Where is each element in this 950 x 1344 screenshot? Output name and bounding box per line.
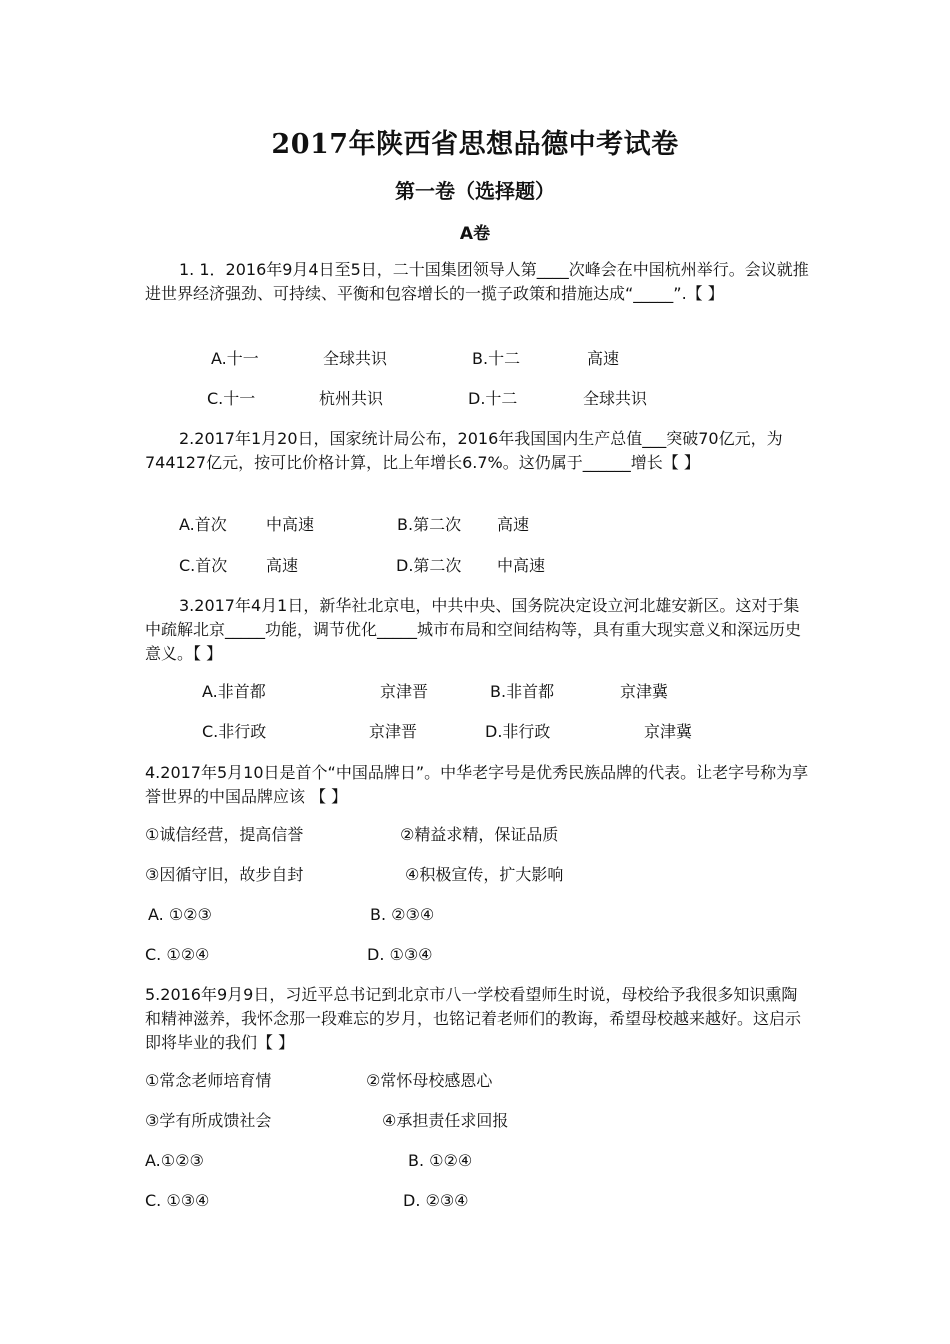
q4-item-1: ①诚信经营，提高信誉: [145, 825, 304, 844]
q4-option-a: A. ①②③: [148, 905, 212, 924]
q4-option-b: B. ②③④: [370, 905, 435, 924]
q2-option-c: C.首次: [179, 556, 228, 575]
q3-option-d: D.非行政: [485, 722, 551, 741]
question-3-stem: 3.2017年4月1日，新华社北京电，中共中央、国务院决定设立河北雄安新区。这对于集中疏解北京_____功能，调节优化_____城市布局和空间结构等，具有重大现实意义和深远历史意义。【 】: [145, 596, 802, 663]
q5-option-c: C. ①③④: [145, 1191, 210, 1210]
q4-option-c: C. ①②④: [145, 945, 210, 964]
q5-item-4: ④承担责任求回报: [382, 1111, 509, 1130]
question-1-stem: 1. 1．2016年9月4日至5日，二十国集团领导人第____次峰会在中国杭州举行。会议就推进世界经济强劲、可持续、平衡和包容增长的一揽子政策和措施达成“_____”.【 】: [145, 260, 809, 303]
q2-option-a: A.首次: [179, 515, 227, 534]
q3-option-c-text: 京津晋: [369, 722, 418, 741]
q2-option-b: B.第二次: [397, 515, 462, 534]
q1-option-c: C.十一: [207, 389, 256, 408]
q1-option-a-text: 全球共识: [323, 349, 388, 368]
q1-option-a: A.十一: [211, 349, 259, 368]
exam-title: 2017年陕西省思想品德中考试卷: [271, 129, 679, 160]
q1-option-d-text: 全球共识: [583, 389, 648, 408]
q1-option-c-text: 杭州共识: [319, 389, 384, 408]
question-2-stem: 2.2017年1月20日，国家统计局公布，2016年我国国内生产总值___突破70亿元，为744127亿元，按可比价格计算，比上年增长6.7%。这仍属于______增长【 】: [145, 429, 783, 472]
q2-option-a-text: 中高速: [266, 515, 315, 534]
question-5-stem: 5.2016年9月9日，习近平总书记到北京市八一学校看望师生时说，母校给予我很多知识熏陶和精神滋养，我怀念那一段难忘的岁月，也铭记着老师们的教诲，希望母校越来越好。这启示即将毕业的我们【 】: [145, 985, 802, 1052]
q3-option-a: A.非首都: [202, 682, 266, 701]
q2-option-c-text: 高速: [266, 556, 299, 575]
q4-option-d: D. ①③④: [367, 945, 433, 964]
q3-option-d-text: 京津冀: [644, 722, 693, 741]
q4-item-4: ④积极宣传，扩大影响: [405, 865, 564, 884]
q5-option-b: B. ①②④: [408, 1151, 473, 1170]
q3-option-b: B.非首都: [490, 682, 555, 701]
q5-item-3: ③学有所成馈社会: [145, 1111, 272, 1130]
part-heading: 第一卷（选择题）: [395, 179, 555, 203]
q3-option-a-text: 京津晋: [380, 682, 429, 701]
q4-item-2: ②精益求精，保证品质: [400, 825, 559, 844]
question-4-stem: 4.2017年5月10日是首个“中国品牌日”。中华老字号是优秀民族品牌的代表。让老字号称为享誉世界的中国品牌应该 【 】: [145, 763, 809, 806]
q5-option-a: A.①②③: [145, 1151, 204, 1170]
q5-item-1: ①常念老师培育情: [145, 1071, 272, 1090]
q5-item-2: ②常怀母校感恩心: [366, 1071, 493, 1090]
q2-option-b-text: 高速: [497, 515, 530, 534]
q1-option-d: D.十二: [468, 389, 518, 408]
q4-item-3: ③因循守旧，故步自封: [145, 865, 304, 884]
q2-option-d: D.第二次: [396, 556, 462, 575]
q1-option-b-text: 高速: [587, 349, 620, 368]
q5-option-d: D. ②③④: [403, 1191, 469, 1210]
q3-option-b-text: 京津冀: [620, 682, 669, 701]
q1-option-b: B.十二: [472, 349, 521, 368]
section-heading: A卷: [459, 224, 491, 244]
q2-option-d-text: 中高速: [497, 556, 546, 575]
q3-option-c: C.非行政: [202, 722, 267, 741]
